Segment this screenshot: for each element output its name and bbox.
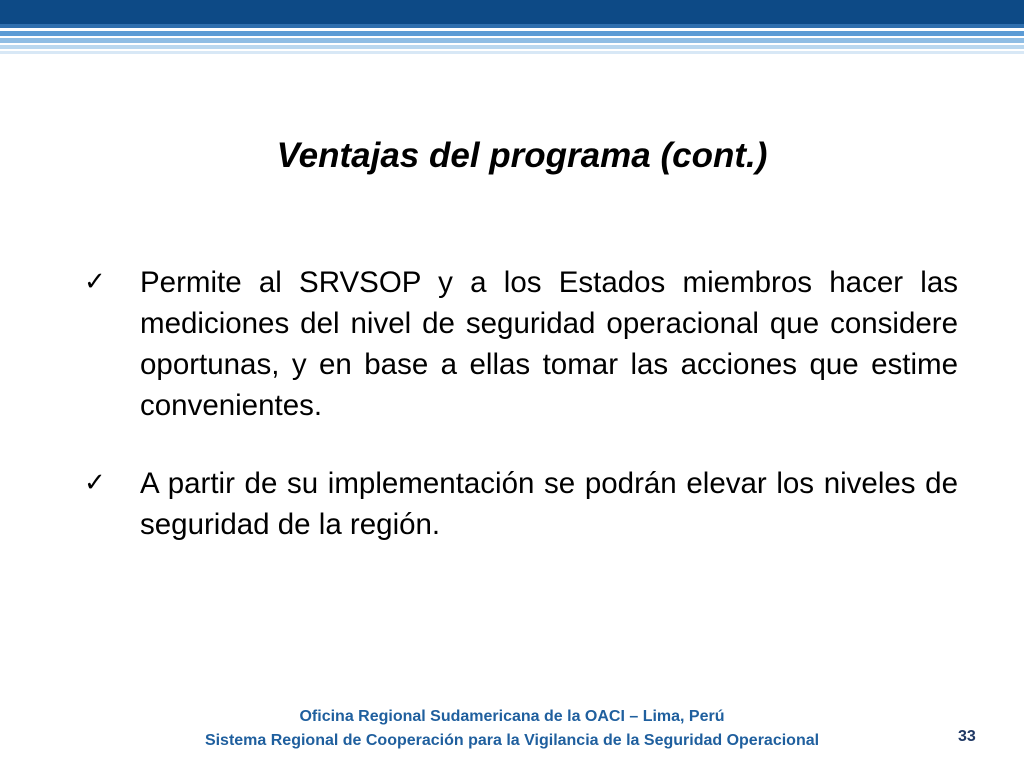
- header-band: [0, 0, 1024, 56]
- check-mark-icon: ✓: [84, 468, 106, 498]
- footer-system-line: Sistema Regional de Cooperación para la Vigilancia de la Seguridad Operacional: [204, 732, 820, 749]
- bullet-item: [84, 262, 958, 426]
- page-number: 33: [958, 728, 976, 745]
- check-mark-icon: ✓: [84, 267, 106, 297]
- bullet-text: A partir de su implementación se podrán elevar los niveles de seguridad de la región.: [140, 467, 958, 541]
- header-stripe-light: [0, 51, 1024, 54]
- header-stripe-dark: [0, 0, 1024, 24]
- footer: [0, 706, 1024, 756]
- footer-office-line: Oficina Regional Sudamericana de la OACI – Lima, Perú: [299, 708, 725, 725]
- bullet-text: Permite al SRVSOP y a los Estados miembros hacer las mediciones del nivel de seguridad operacional que considere oportunas, y en base a ellas tomar las acciones que estime convenientes.: [140, 266, 958, 422]
- bullet-item: [84, 463, 958, 545]
- bullet-list: [84, 262, 958, 582]
- slide-title: Ventajas del programa (cont.): [276, 136, 768, 175]
